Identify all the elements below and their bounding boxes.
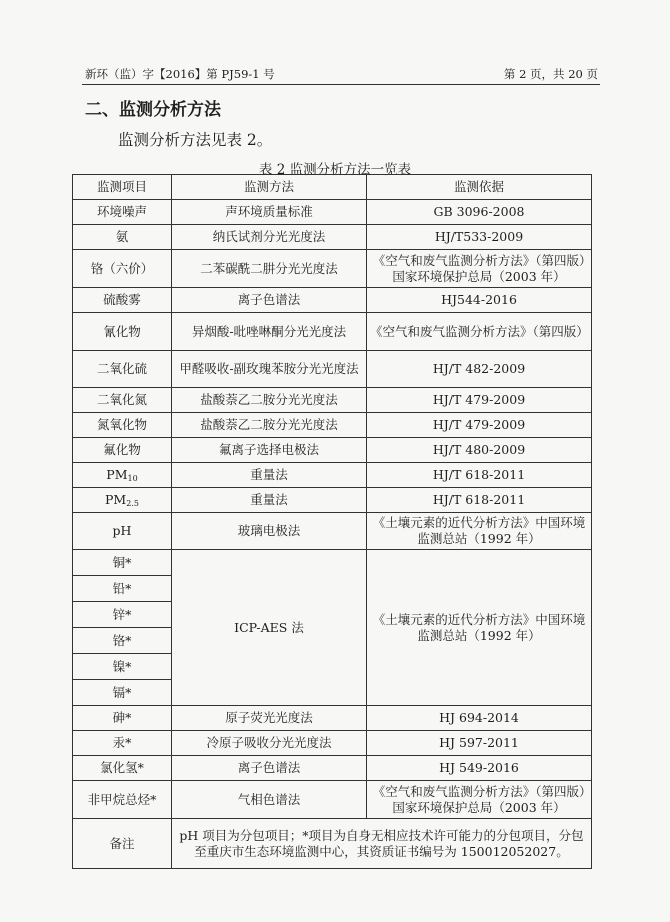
table-row [73,706,592,731]
row-method: 重量法 [172,488,367,513]
row-method: 盐酸萘乙二胺分光光度法 [172,413,367,438]
row-basis: HJ 549-2016 [367,756,592,781]
row-item: 汞* [73,731,172,756]
row-item [73,488,172,513]
row-item: 环境噪声 [73,200,172,225]
row-method: 纳氏试剂分光光度法 [172,225,367,250]
row-item: 非甲烷总烃* [73,781,172,819]
row-method: 冷原子吸收分光光度法 [172,731,367,756]
row-item: 铜* [73,550,172,576]
row-basis: GB 3096-2008 [367,200,592,225]
table-row [73,463,592,488]
table-row [73,200,592,225]
row-basis: HJ 597-2011 [367,731,592,756]
row-item: 铅* [73,576,172,602]
row-item: 镍* [73,654,172,680]
row-method: 盐酸萘乙二胺分光光度法 [172,388,367,413]
row-item: 二氧化硫 [73,351,172,388]
table-row [73,351,592,388]
row-item: 氨 [73,225,172,250]
row-method: 原子荧光光度法 [172,706,367,731]
row-method: 异烟酸-吡唑啉酮分光光度法 [172,313,367,351]
metals-method: ICP-AES 法 [172,550,367,706]
row-method: 离子色谱法 [172,756,367,781]
row-method: 离子色谱法 [172,288,367,313]
page-indicator: 第 2 页，共 20 页 [503,67,598,81]
methods-table [72,174,592,869]
table-row [73,731,592,756]
section-title: 二、监测分析方法 [85,100,221,120]
row-method: 甲醛吸收-副玫瑰苯胺分光光度法 [172,351,367,388]
header-basis: 监测依据 [367,175,592,200]
table-row [73,781,592,819]
row-basis: HJ/T 482-2009 [367,351,592,388]
pm-subscript: 10 [127,474,138,483]
table-row [73,225,592,250]
row-basis: HJ/T 618-2011 [367,463,592,488]
header-method: 监测方法 [172,175,367,200]
row-item [73,463,172,488]
row-basis: HJ 694-2014 [367,706,592,731]
header-divider [82,84,600,85]
section-intro: 监测分析方法见表 2。 [118,131,273,149]
table-row [73,550,592,576]
table-row [73,388,592,413]
table-row [73,313,592,351]
row-item: 锌* [73,602,172,628]
row-basis: HJ/T 480-2009 [367,438,592,463]
row-method: 二苯碳酰二肼分光光度法 [172,250,367,288]
row-item: 氮氧化物 [73,413,172,438]
metals-basis: 《土壤元素的近代分析方法》中国环境监测总站（1992 年） [367,550,592,706]
row-item: 砷* [73,706,172,731]
table-row [73,250,592,288]
note-label: 备注 [73,819,172,869]
pm-label: PM [105,492,127,507]
row-method: 气相色谱法 [172,781,367,819]
row-basis: HJ/T 479-2009 [367,388,592,413]
row-item: 镉* [73,680,172,706]
table-row [73,513,592,550]
row-method: 氟离子选择电极法 [172,438,367,463]
pm-label: PM [106,467,128,482]
table-row [73,488,592,513]
table-row [73,756,592,781]
row-item: 氟化物 [73,438,172,463]
row-basis: HJ/T533-2009 [367,225,592,250]
row-basis: 《空气和废气监测分析方法》（第四版）国家环境保护总局（2003 年） [367,250,592,288]
row-basis: 《空气和废气监测分析方法》（第四版）国家环境保护总局（2003 年） [367,781,592,819]
pm-subscript: 2.5 [126,499,139,508]
note-text: pH 项目为分包项目；*项目为自身无相应技术许可能力的分包项目，分包至重庆市生态环境监测中心，其资质证书编号为 15001205202​7。 [172,819,592,869]
table-row [73,288,592,313]
table-caption: 表 2 监测分析方法一览表 [258,162,412,178]
row-item: 硫酸雾 [73,288,172,313]
row-basis: HJ544-2016 [367,288,592,313]
document-number: 新环（监）字【2016】第 PJ59-1 号 [85,67,275,81]
row-item: 铬（六价） [73,250,172,288]
table-header-row [73,175,592,200]
row-item: 铬* [73,628,172,654]
row-method: 重量法 [172,463,367,488]
row-basis: 《空气和废气监测分析方法》（第四版） [367,313,592,351]
row-basis: HJ/T 479-2009 [367,413,592,438]
row-basis: 《土壤元素的近代分析方法》中国环境监测总站（1992 年） [367,513,592,550]
row-basis: HJ/T 618-2011 [367,488,592,513]
row-item: 二氧化氮 [73,388,172,413]
note-row [73,819,592,869]
header-item: 监测项目 [73,175,172,200]
row-item: pH [73,513,172,550]
table-row [73,438,592,463]
row-item: 氰化物 [73,313,172,351]
row-method: 声环境质量标准 [172,200,367,225]
table-row [73,413,592,438]
row-item: 氯化氢* [73,756,172,781]
row-method: 玻璃电极法 [172,513,367,550]
